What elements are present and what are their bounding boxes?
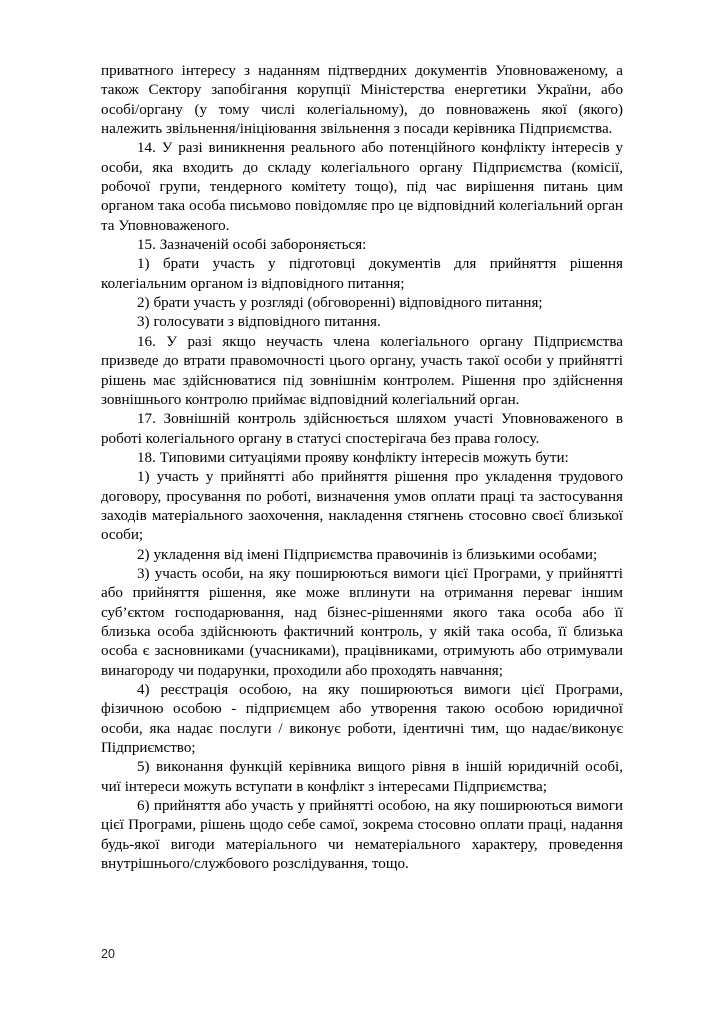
paragraph-continued-13: приватного інтересу з наданням підтвердних документів Уповноваженому, а також Сектору запобігання корупції Міністерства енергетики України, або особі/органу (у тому числі колегіальному), до повноважень якої (якого) належить звільнення/ініціювання звільнення з посади керівника Підприємства. [101,63,623,138]
paragraph-item-18: 18. Типовими ситуаціями прояву конфлікту інтересів можуть бути: [137,449,569,466]
paragraph-item-16: 16. У разі якщо неучасть члена колегіального органу Підприємства призведе до втрати правомочності цього органу, участь такої особи у прийнятті рішень має здійснюватися під зовнішнім контролем. Рішення про здійснення зовнішнього контролю приймає відповідний колегіальний орган. [101,333,623,408]
paragraph-item-18-2: 2) укладення від імені Підприємства правочинів із близькими особами; [137,546,598,563]
paragraph-item-18-3: 3) участь особи, на яку поширюються вимоги цієї Програми, у прийнятті або прийняття рішення, яке може вплинути на отримання переваг іншим суб’єктом господарювання, над бізнес-рішеннями якого така особа або її близька особа здійснюють фактичний контроль, у якій така особа, її близька особа є засновниками (учасниками), працівниками, отримують або отримували винагороду чи подарунки, проходили або проходять навчання; [101,565,623,679]
paragraph-item-18-6: 6) прийняття або участь у прийнятті особою, на яку поширюються вимоги цієї Програми, рішень щодо себе самої, зокрема стосовно оплати праці, надання будь-якої вигоди матеріального чи нематеріального характеру, проведення внутрішнього/службового розслідування, тощо. [101,798,623,873]
paragraph-item-15-2: 2) брати участь у розгляді (обговоренні) відповідного питання; [137,295,543,312]
document-body [101,62,623,874]
page-number: 20 [101,947,115,961]
paragraph-item-15-1: 1) брати участь у підготовці документів для прийняття рішення колегіальним органом із відповідного питання; [101,256,623,292]
paragraph-item-15-3: 3) голосувати з відповідного питання. [137,314,381,331]
paragraph-item-18-5: 5) виконання функцій керівника вищого рівня в іншій юридичній особі, чиї інтереси можуть вступати в конфлікт з інтересами Підприємства; [101,759,623,795]
paragraph-item-15: 15. Зазначеній особі забороняється: [137,237,367,254]
paragraph-item-18-1: 1) участь у прийнятті або прийняття рішення про укладення трудового договору, просування по роботі, визначення умов оплати праці та застосування заходів матеріального заохочення, накладення стягнень стосовно своєї близької особи; [101,469,623,544]
paragraph-item-14: 14. У разі виникнення реального або потенційного конфлікту інтересів у особи, яка входить до складу колегіального органу Підприємства (комісії, робочої групи, тендерного комітету тощо), під час вирішення питань цим органом така особа письмово повідомляє про це відповідний колегіальний орган та Уповноваженого. [101,140,623,234]
paragraph-item-18-4: 4) реєстрація особою, на яку поширюються вимоги цієї Програми, фізичною особою - підприємцем або утворення такою особою юридичної особи, яка надає послуги / виконує роботи, ідентичні тим, що надає/виконує Підприємство; [101,682,623,757]
paragraph-item-17: 17. Зовнішній контроль здійснюється шляхом участі Уповноваженого в роботі колегіального органу в статусі спостерігача без права голосу. [101,411,623,447]
